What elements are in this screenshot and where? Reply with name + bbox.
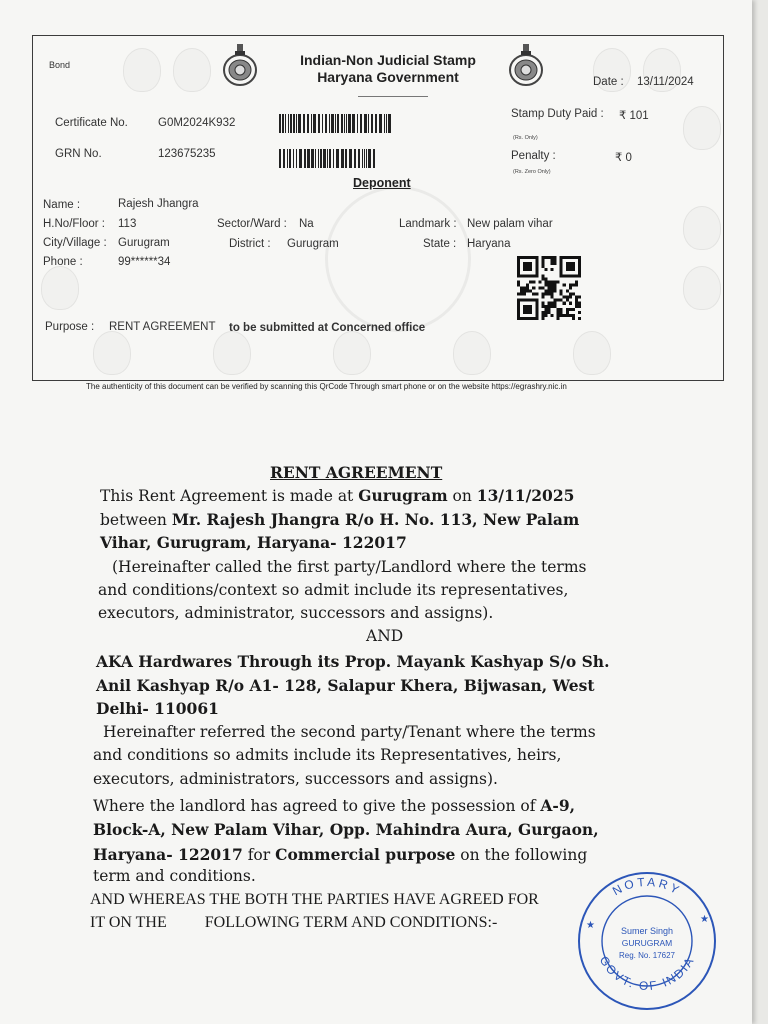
sector-value: Na xyxy=(299,218,314,230)
city-value: Gurugram xyxy=(118,237,170,249)
notary-top-text: NOTARY xyxy=(610,874,684,899)
purpose-suffix: to be submitted at Concerned office xyxy=(229,322,426,334)
text: This Rent Agreement is made at xyxy=(100,487,359,505)
agreement-para1-line2 xyxy=(100,510,579,529)
sector-label: Sector/Ward : xyxy=(217,218,287,230)
name-label: Name : xyxy=(43,199,81,211)
text: for xyxy=(242,846,276,864)
agreement-para3-line1: AKA Hardwares Through its Prop. Mayank Kashyap S/o Sh. xyxy=(96,652,610,671)
star-icon: ★ xyxy=(586,920,595,931)
verification-note: The authenticity of this document can be verified by scanning this QrCode Through smart phone or on the website https://egrashry.nic.in xyxy=(86,382,567,391)
notary-bottom-text: GOVT. OF INDIA xyxy=(596,953,698,994)
deponent-heading: Deponent xyxy=(353,176,411,190)
agreement-title: RENT AGREEMENT xyxy=(270,463,443,482)
landmark-value: New palam vihar xyxy=(467,218,553,230)
e-stamp-certificate xyxy=(32,35,724,381)
notary-name: Sumer Singh xyxy=(620,926,674,936)
watermark-emblem-icon xyxy=(333,331,371,375)
place: Gurugram xyxy=(358,486,448,505)
bond-label: Bond xyxy=(49,60,71,70)
agreement-para5-line4: term and conditions. xyxy=(93,867,256,885)
agreement-para2-line2: and conditions/context so admit include its representatives, xyxy=(98,581,569,599)
pincode: Haryana- 122017 xyxy=(93,845,243,864)
qr-code-icon xyxy=(517,256,581,320)
agreement-para4-line2: and conditions so admits include its Representatives, heirs, xyxy=(93,746,562,764)
watermark-emblem-icon xyxy=(123,48,161,92)
penalty-label: Penalty : xyxy=(511,150,556,162)
agreement-para5-line1 xyxy=(93,796,575,815)
watermark-emblem-icon xyxy=(453,331,491,375)
watermark-emblem-icon xyxy=(573,331,611,375)
agreement-para4-line3: executors, administrators, successors and assigns). xyxy=(93,770,498,788)
text: between xyxy=(100,511,172,529)
star-icon: ★ xyxy=(700,914,709,925)
agreement-para1-line1 xyxy=(100,486,574,505)
agreement-para1-line3: Vihar, Gurugram, Haryana- 122017 xyxy=(100,533,407,552)
text: FOLLOWING TERM AND CONDITIONS:- xyxy=(204,914,498,931)
notary-reg: Reg. No. 17627 xyxy=(618,951,676,960)
watermark-emblem-icon xyxy=(93,331,131,375)
certificate-no-value: G0M2024K932 xyxy=(158,117,236,129)
watermark-emblem-icon xyxy=(213,331,251,375)
watermark-emblem-icon xyxy=(683,106,721,150)
purpose-type: Commercial purpose xyxy=(275,845,456,864)
district-label: District : xyxy=(229,238,271,250)
agreement-para6-line1: AND WHEREAS THE BOTH THE PARTIES HAVE AGREED FOR xyxy=(90,891,539,908)
penalty-value: ₹ 0 xyxy=(615,152,632,164)
purpose-value: RENT AGREEMENT xyxy=(109,321,216,333)
landmark-label: Landmark : xyxy=(399,218,457,230)
haryana-emblem-icon xyxy=(507,42,545,88)
landlord-party: Mr. Rajesh Jhangra R/o H. No. 113, New Palam xyxy=(171,510,580,529)
state-label: State : xyxy=(423,238,457,250)
state-value: Haryana xyxy=(467,238,511,250)
agreement-para2-line1: (Hereinafter called the first party/Landlord where the terms xyxy=(112,558,587,576)
stamp-duty-words: (Rs. Only) xyxy=(513,135,538,141)
watermark-emblem-icon xyxy=(173,48,211,92)
date-label: Date : xyxy=(593,76,624,88)
notary-seal xyxy=(574,868,720,1014)
hno-value: 113 xyxy=(118,218,137,230)
date-value: 13/11/2024 xyxy=(637,76,694,88)
phone-value: 99******34 xyxy=(118,256,171,268)
certificate-no-label: Certificate No. xyxy=(55,117,128,129)
property-no: A-9, xyxy=(540,796,576,815)
certificate-title-line2: Haryana Government xyxy=(317,69,459,85)
penalty-words: (Rs. Zero Only) xyxy=(513,169,551,175)
notary-city: GURUGRAM xyxy=(621,938,673,948)
city-label: City/Village : xyxy=(43,237,107,249)
haryana-emblem-icon xyxy=(221,42,259,88)
agreement-date: 13/11/2025 xyxy=(476,486,575,505)
phone-label: Phone : xyxy=(43,256,83,268)
watermark-emblem-icon xyxy=(41,266,79,310)
agreement-para5-line3 xyxy=(93,845,587,864)
stamp-duty-label: Stamp Duty Paid : xyxy=(511,108,604,120)
text: Where the landlord has agreed to give the possession of xyxy=(93,797,541,815)
hno-label: H.No/Floor : xyxy=(43,218,105,230)
watermark-seal-icon xyxy=(325,186,471,332)
agreement-para2-line3: executors, administrator, successors and assigns). xyxy=(98,604,494,622)
grn-barcode-icon xyxy=(279,149,375,168)
stamp-duty-value: ₹ 101 xyxy=(619,110,649,122)
watermark-emblem-icon xyxy=(683,266,721,310)
agreement-para6-line2 xyxy=(90,914,497,932)
agreement-para5-line2: Block-A, New Palam Vihar, Opp. Mahindra Aura, Gurgaon, xyxy=(93,820,599,839)
text: IT ON THE xyxy=(90,914,167,931)
agreement-para3-line3: Delhi- 110061 xyxy=(96,699,219,718)
text: on xyxy=(447,487,477,505)
purpose-label: Purpose : xyxy=(45,321,95,333)
name-value: Rajesh Jhangra xyxy=(118,198,199,210)
certificate-barcode-icon xyxy=(279,114,391,133)
watermark-emblem-icon xyxy=(683,206,721,250)
agreement-para4-line1: Hereinafter referred the second party/Tenant where the terms xyxy=(103,723,596,741)
agreement-para3-line2: Anil Kashyap R/o A1- 128, Salapur Khera, Bijwasan, West xyxy=(96,676,595,695)
district-value: Gurugram xyxy=(287,238,339,250)
title-underline xyxy=(358,96,428,97)
text: on the following xyxy=(455,846,588,864)
and-separator: AND xyxy=(366,627,404,645)
grn-value: 123675235 xyxy=(158,148,216,160)
certificate-title-line1: Indian-Non Judicial Stamp xyxy=(300,52,476,68)
grn-label: GRN No. xyxy=(55,148,102,160)
